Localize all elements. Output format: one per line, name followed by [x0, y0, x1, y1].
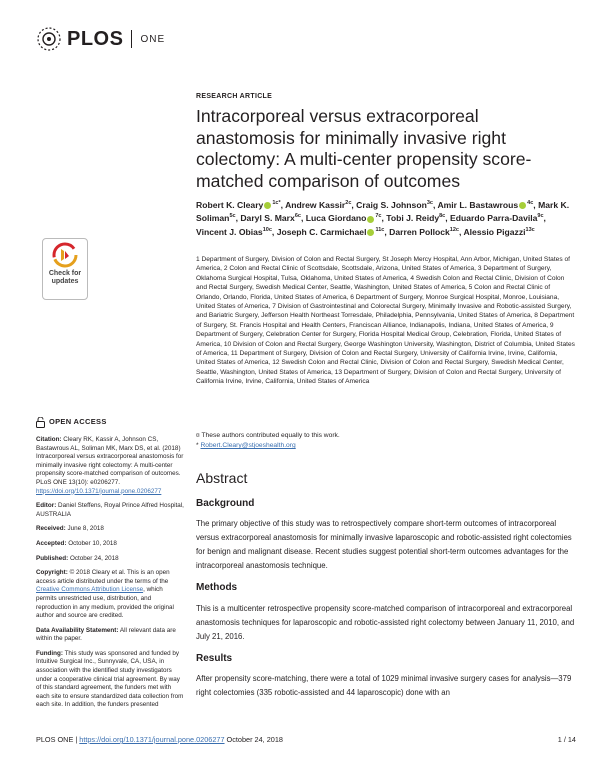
plos-mark-icon [36, 26, 62, 52]
author-name: Darren Pollock [389, 226, 450, 237]
author-affil-sup: 3c [426, 200, 433, 206]
author-affil-sup: 8c [439, 213, 446, 220]
corresponding-email: * Robert.Cleary@stjoeshealth.org [196, 442, 296, 449]
orcid-icon[interactable] [367, 229, 374, 236]
email-link[interactable]: Robert.Cleary@stjoeshealth.org [200, 442, 296, 449]
author-list: Robert K. Cleary $^{1c*}$, Andrew Kassir$^{2c}$, Craig S. Johnson$^{3c}$, Amir L. Bastawrous $^{4c}$, Mark K. Soliman$^{5c}$, Daryl S. Marx$^{6c}$, Luca Giordano $^{7c}$, Tobi J. Reidy$^{8c}$, Eduardo Parra-Davila$^{9c}$, Vincent J. Obias$^{10c}$, Joseph C. Carmichael $^{11c}$, Darren Pollock$^{12c}$, Alessio Pigazzi$^{13c}$ [196, 199, 570, 237]
published-block: Published: October 24, 2018 [36, 554, 119, 562]
logo-divider [131, 30, 132, 48]
article-info-sidebar [36, 417, 184, 716]
author-name: Tobi J. Reidy [386, 213, 440, 224]
citation-doi-link[interactable]: https://doi.org/10.1371/journal.pone.0206277 [36, 487, 162, 495]
author-affil-sup: 12c [449, 226, 459, 233]
orcid-icon[interactable] [367, 216, 374, 223]
author-affil-sup: 4c [527, 200, 534, 206]
badge-label: Check for updates [48, 270, 82, 285]
methods-heading: Methods [196, 582, 238, 594]
results-text: After propensity score-matching, there were a total of 1029 minimal invasive surgery cases for analysis—379 right colectomies (335 robotic-assisted and 44 laparoscopic) done with an [196, 673, 572, 698]
abstract-heading: Abstract [196, 470, 248, 486]
page-number: 1 / 14 [557, 735, 576, 744]
author-notes [196, 431, 576, 451]
author-name: Robert K. Cleary [196, 199, 264, 210]
methods-text: This is a multicenter retrospective propensity score-matched comparison of intracorporeal and extracorporeal anastomosis techniques for laparoscopic and robotic-assisted right colectomy between January 11, 2010, and July 21, 2016. [196, 603, 575, 641]
update-check-icon [52, 242, 78, 268]
author-name: Mark K. Soliman [196, 199, 570, 224]
results-heading: Results [196, 652, 233, 664]
open-access-label: OPEN ACCESS [36, 417, 184, 428]
author-name: Eduardo Parra-Davila [450, 213, 538, 224]
author-name: Andrew Kassir [285, 199, 346, 210]
author-affil-sup: 7c [375, 213, 382, 220]
author-name: Alessio Pigazzi [463, 226, 526, 237]
author-name: Vincent J. Obias [196, 226, 263, 237]
author-affil-sup: 11c [375, 226, 385, 233]
author-name: Luca Giordano [305, 213, 367, 224]
plos-logo[interactable] [36, 26, 165, 52]
page-footer [36, 735, 576, 744]
cc-license-link[interactable]: Creative Commons Attribution License [36, 586, 144, 594]
abstract-body [196, 497, 576, 708]
author-name: Amir L. Bastawrous [437, 199, 519, 210]
data-availability-block: Data Availability Statement: All relevant data are within the paper. [36, 626, 176, 643]
received-block: Received: June 8, 2018 [36, 525, 104, 533]
citation-block: Citation: Cleary RK, Kassir A, Johnson CS, Bastawrous AL, Soliman MK, Marx DS, et al. (2018) Intracorporeal versus extracorporeal anastomosis for minimally invasive right colectomy: A multi-center propensity score-matched comparison of outcomes. PLoS ONE 13(10): e0206277. https://doi.org/10.1371/journal.pone.0206277 [36, 436, 184, 495]
author-name: Joseph C. Carmichael [276, 226, 367, 237]
background-heading: Background [196, 498, 255, 509]
logo-text: PLOS [67, 27, 124, 50]
article-title: Intracorporeal versus extracorporeal anastomosis for minimally invasive right colectomy: A multi-center propensity score-matched comparison of outcomes [196, 106, 532, 191]
check-for-updates-badge[interactable] [42, 238, 88, 300]
author-affil-sup: 13c [525, 226, 535, 233]
equal-contribution-note: ¤ These authors contributed equally to this work. [196, 432, 340, 439]
orcid-icon[interactable] [264, 202, 271, 209]
affiliations: 1 Department of Surgery, Division of Colon and Rectal Surgery, St Joseph Mercy Hospital, Ann Arbor, Michigan, United States of America, 2 Colon and Rectal Clinic of Scottsdale, Scottsdale, Arizona, United States of America, 3 Department of Surgery, Oklahoma Surgical Hospital, Tulsa, Oklahoma, United States of America, 4 Swedish Colon and Rectal Clinic, Division of Colon and Rectal Surgery, Swedish Medical Center, Seattle, Washington, United States of America, 5 Colon and Rectal Clinic of Orlando, Orlando, Florida, United States of America, 6 Department of Surgery, Monroe Surgical Hospital, Monroe, Louisiana, United States of America, 7 Division of Gastrointestinal and Colorectal Surgery, Minimally Invasive and Robotic-assisted Surgery, and Bariatric Surgery, Jefferson Health Northeast Torresdale, Philadelphia, Pennsylvania, United States of America, 8 Department of Surgery, St. Francis Hospital and Health Centers, Franciscan Alliance, Indianapolis, Indiana, United States of America, 9 Department of Surgery, Celebration Center for Surgery, Florida Hospital Medical Group, Celebration, Florida, United States of America, 10 Division of Colon and Rectal Surgery, George Washington University, Washington, District of Columbia, United States of America, 11 Department of Surgery, Division of Colon and Rectal Surgery, University of California Irvine, Irvine, California, United States of America, 12 Swedish Colon and Rectal Clinic, Division of Colon and Rectal Surgery, Swedish Medical Center, Seattle, Washington, United States of America, 13 Department of Surgery, Division of Colon and Rectal Surgery, University of California Irvine, Irvine, California, United States of America [196, 256, 575, 386]
author-affil-sup: 1c* [272, 200, 281, 206]
copyright-block: Copyright: © 2018 Cleary et al. This is an open access article distributed under the terms of the Creative Commons Attribution License, which permits unrestricted use, distribution, and reproduction in any medium, provided the original author and source are credited. [36, 569, 174, 620]
author-affil-sup: 9c [537, 213, 544, 220]
funding-block: Funding: This study was sponsored and funded by Intuitive Surgical Inc., Sunnyvale, CA, USA, in association with the identified study investigators under a cooperative clinical trial agreement. By way of this standard agreement, the funders met with each site to ensure standardized data collection from each site. In addition, the funders presented [36, 649, 184, 709]
orcid-icon[interactable] [519, 202, 526, 209]
author-affil-sup: 10c [262, 226, 272, 233]
author-affil-sup: 6c [294, 213, 301, 220]
open-lock-icon [36, 417, 45, 428]
article-type: RESEARCH ARTICLE [196, 93, 273, 100]
accepted-block: Accepted: October 10, 2018 [36, 539, 117, 547]
author-affil-sup: 2c [345, 200, 352, 206]
author-name: Craig S. Johnson [356, 199, 427, 210]
author-affil-sup: 5c [229, 213, 236, 220]
background-text: The primary objective of this study was to retrospectively compare short-term outcomes of intracorporeal versus extracorporeal anastomosis for minimally invasive laparoscopic and robotic-assisted right colectomies for benign and malignant disease. Recent studies suggest potential short-term outcomes advantages for the intracorporeal anastomosis technique. [196, 519, 572, 571]
footer-doi-link[interactable]: https://doi.org/10.1371/journal.pone.0206277 [79, 735, 225, 744]
logo-sub: ONE [140, 33, 166, 45]
footer-citation: PLOS ONE | https://doi.org/10.1371/journal.pone.0206277 October 24, 2018 [36, 735, 283, 744]
author-name: Daryl S. Marx [240, 213, 295, 224]
editor-block: Editor: Daniel Steffens, Royal Prince Alfred Hospital, AUSTRALIA [36, 502, 184, 518]
